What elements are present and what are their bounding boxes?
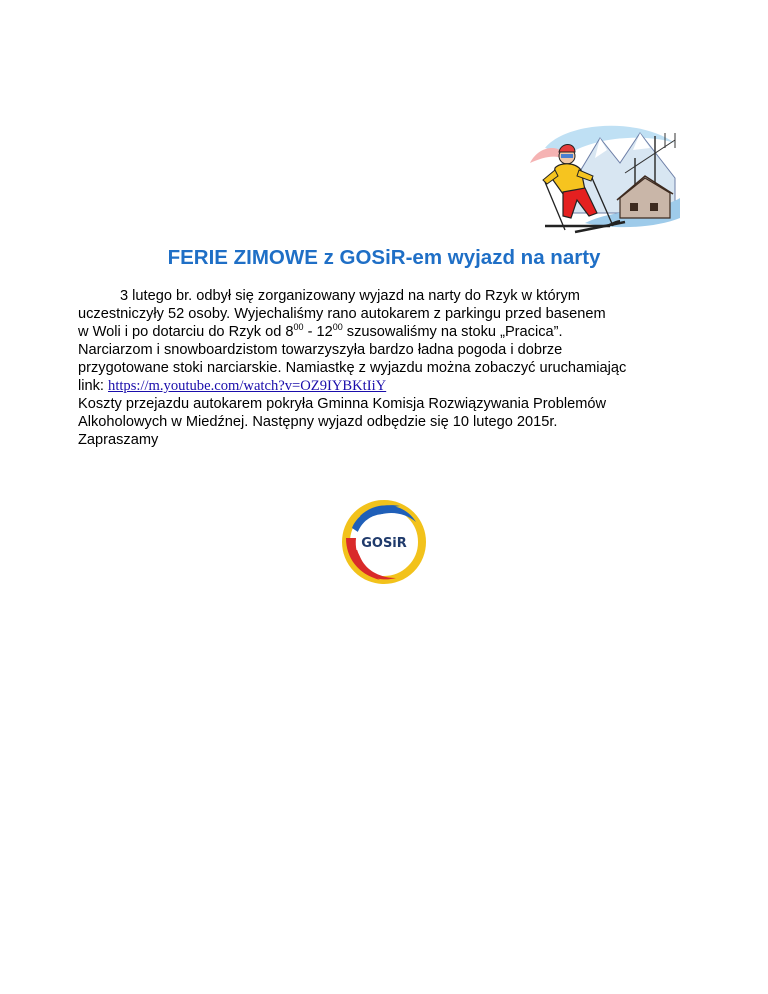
body-line-3	[78, 323, 718, 341]
body-line-8: Alkoholowych w Miedźnej. Następny wyjazd odbędzie się 10 lutego 2015r.	[78, 414, 558, 430]
body-line-4: Narciarzom i snowboardzistom towarzyszyła bardzo ładna pogoda i dobrze	[78, 342, 563, 358]
body-line-5: przygotowane stoki narciarskie. Namiastkę z wyjazdu można zobaczyć uruchamiając	[78, 360, 627, 376]
page-title: FERIE ZIMOWE z GOSiR-em wyjazd na narty	[167, 246, 601, 269]
body-line-3-part-c: szusowaliśmy na stoku „Pracica”.	[342, 324, 563, 340]
youtube-link[interactable]: https://m.youtube.com/watch?v=OZ9IYBKtIiY	[108, 378, 387, 394]
body-line-7: Koszty przejazdu autokarem pokryła Gminna Komisja Rozwiązywania Problemów	[78, 396, 607, 412]
body-line-3-part-b: - 12	[303, 324, 333, 340]
body-line-3-part-a: w Woli i po dotarciu do Rzyk od 8	[78, 324, 294, 340]
body-line-6	[78, 377, 718, 395]
body-line-2: uczestniczyły 52 osoby. Wyjechaliśmy rano autokarem z parkingu przed basenem	[78, 306, 606, 322]
body-line-9: Zapraszamy	[78, 432, 159, 448]
time-superscript-start: 00	[293, 322, 304, 332]
logo-text: GOSiR	[361, 536, 407, 551]
skier-clipart-icon	[525, 118, 680, 243]
body-line-1: 3 lutego br. odbył się zorganizowany wyjazd na narty do Rzyk w którym	[120, 288, 580, 304]
link-prefix: link:	[78, 378, 109, 394]
time-superscript-end: 00	[332, 322, 343, 332]
gosir-logo-icon	[340, 498, 428, 586]
article-body	[78, 287, 718, 449]
